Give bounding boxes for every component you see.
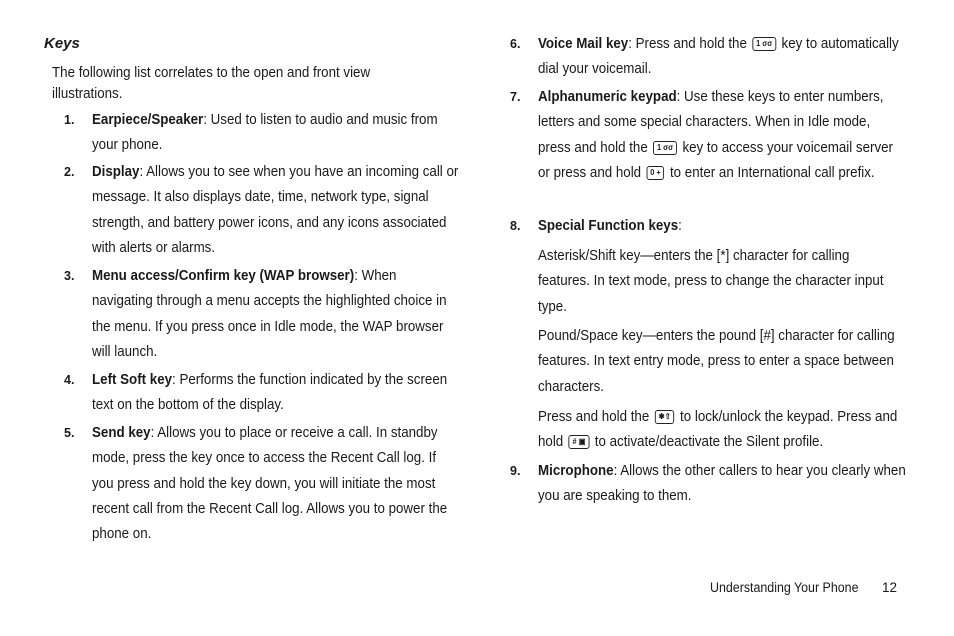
pound-key-icon: # ▣ <box>569 435 589 449</box>
zero-plus-key-icon: 0 + <box>647 166 665 180</box>
item-number: 2. <box>64 165 75 179</box>
item-term: Alphanumeric keypad <box>538 89 677 105</box>
item-text: : Allows you to see when you have an incoming call or message. It also displays date, time, network type, signal strength, and battery power icons, and any icons associated with alerts or alarms. <box>92 164 459 256</box>
pound-key-paragraph: Pound/Space key—enters the pound [#] character for calling features. In text entry mode, press to enter a space between characters. <box>538 328 895 395</box>
item-term: Earpiece/Speaker <box>92 112 204 128</box>
item-text: : When navigating through a menu accepts the highlighted choice in the menu. If you press once in Idle mode, the WAP browser will launch. <box>92 268 447 360</box>
item-term: Microphone <box>538 463 614 479</box>
asterisk-key-paragraph: Asterisk/Shift key—enters the [*] character for calling features. In text mode, press to change the character input type. <box>538 248 884 315</box>
voicemail-key-icon: 1 σσ <box>653 141 677 155</box>
item-number: 9. <box>510 464 521 478</box>
item-term: Special Function keys <box>538 218 679 234</box>
page-number: 12 <box>882 580 898 595</box>
item-text: : Press and hold the <box>628 36 751 52</box>
item-text: : Used to listen to audio and music from your phone. <box>92 112 438 154</box>
item-number: 5. <box>64 426 75 440</box>
item-term: Left Soft key <box>92 372 173 388</box>
item-term: Menu access/Confirm key (WAP browser) <box>92 268 355 284</box>
item-term: Voice Mail key <box>538 36 629 52</box>
item-text: : <box>678 218 682 234</box>
item-term: Send key <box>92 425 151 441</box>
item-number: 8. <box>510 219 521 233</box>
item-text: key to automatically dial your voicemail. <box>538 36 899 78</box>
item-number: 1. <box>64 113 75 127</box>
item-text: key to access your voicemail server or press and hold <box>538 139 893 181</box>
item-text: : Allows you to place or receive a call. In standby mode, press the key once to access the Recent Call log. If you press and hold the key down, you will initiate the most recent call from the Recent Call log. Allows you to power the phone on. <box>92 425 448 543</box>
item-term: Display <box>92 164 140 180</box>
star-key-icon: ✱⇧ <box>655 410 675 424</box>
item-text: : Use these keys to enter numbers, letters and some special characters. When in Idle mode, press and hold the <box>538 89 884 156</box>
item-number: 7. <box>510 90 521 104</box>
footer-section-title: Understanding Your Phone <box>710 580 859 595</box>
item-text: to enter an International call prefix. <box>666 164 875 181</box>
section-title: Keys <box>44 35 80 52</box>
item-text: : Allows the other callers to hear you clearly when you are speaking to them. <box>538 463 906 505</box>
item-number: 4. <box>64 373 75 387</box>
item-number: 6. <box>510 37 521 51</box>
item-text: : Performs the function indicated by the screen text on the bottom of the display. <box>92 372 448 414</box>
voicemail-key-icon: 1 σσ <box>752 37 776 51</box>
intro-paragraph: The following list correlates to the open and front view illustrations. <box>52 65 371 102</box>
lock-paragraph: Press and hold the ✱⇧ to lock/unlock the keypad. Press and hold # ▣ to activate/deactivate the Silent profile. <box>538 409 898 451</box>
item-number: 3. <box>64 269 75 283</box>
